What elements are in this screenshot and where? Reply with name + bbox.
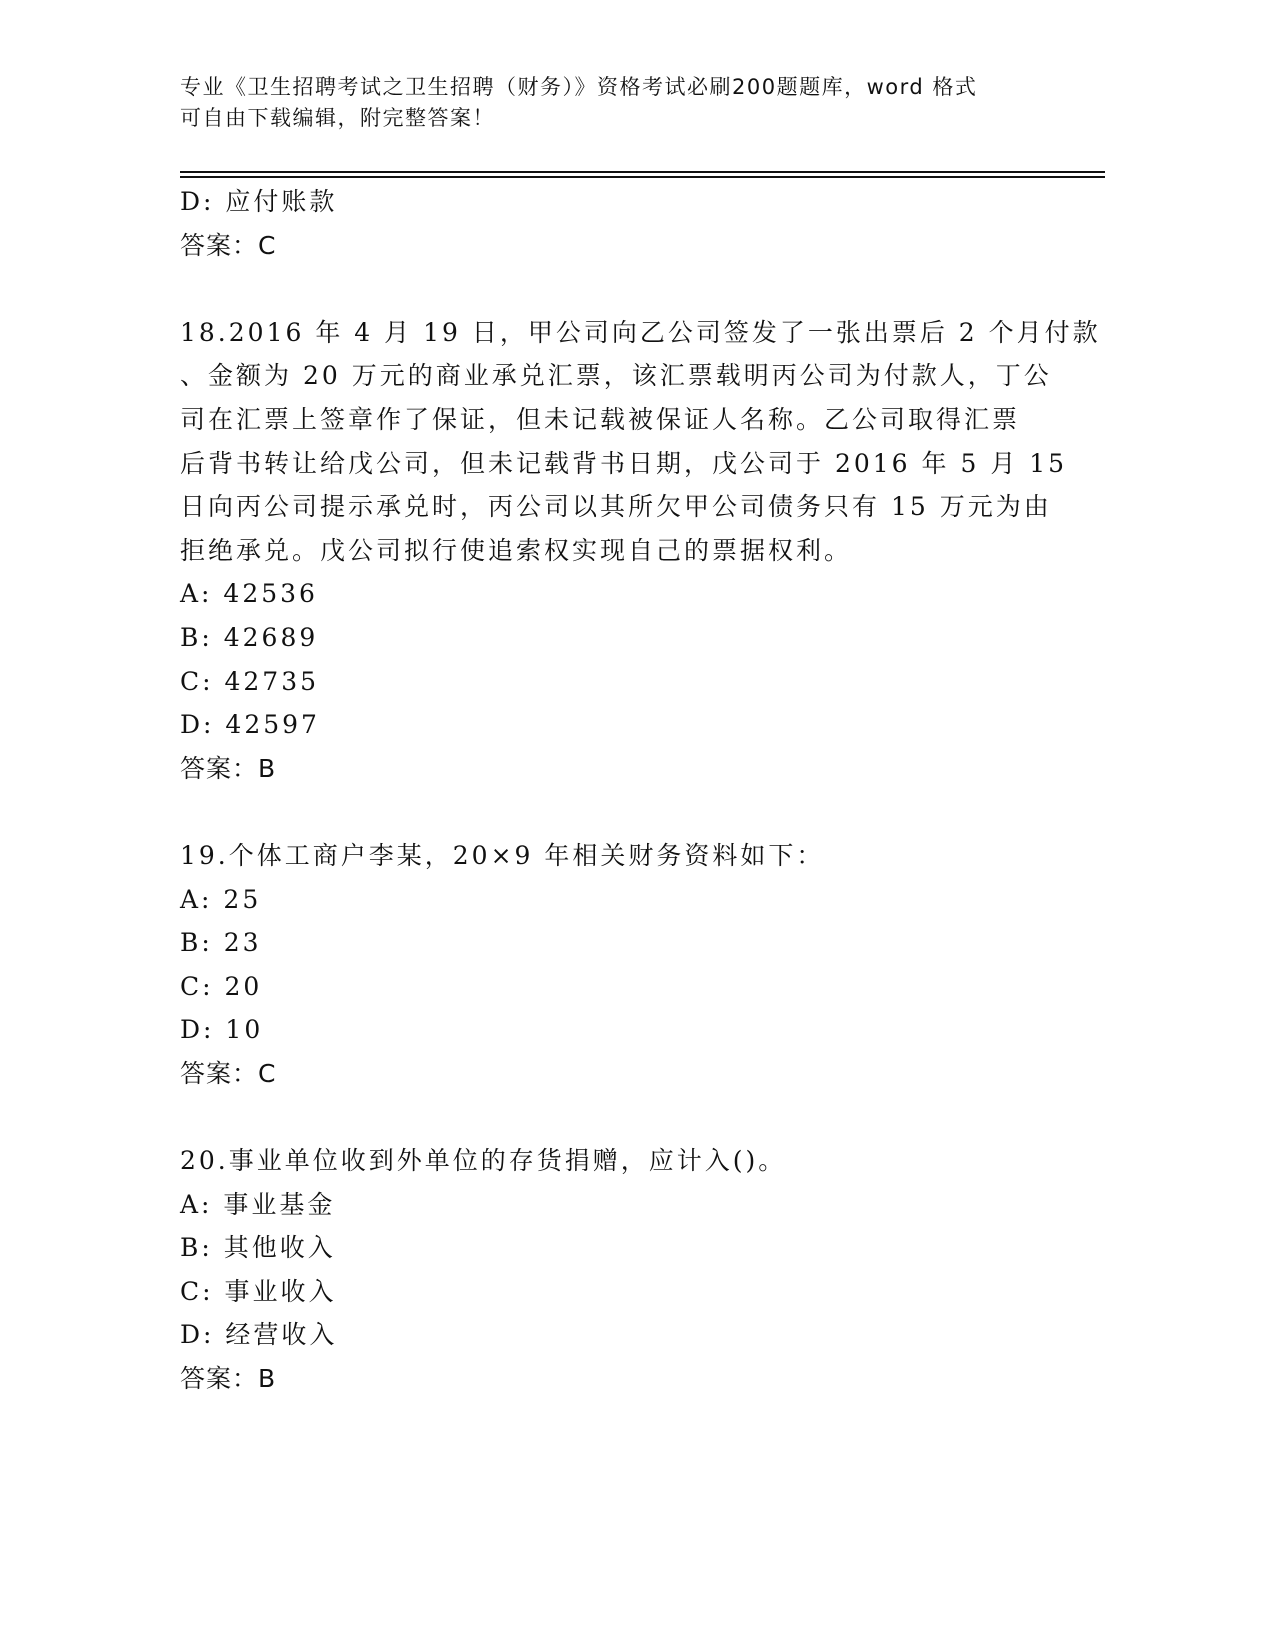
- question-text: 、金额为 20 万元的商业承兑汇票，该汇票载明丙公司为付款人，丁公: [180, 361, 1052, 391]
- question-text: 18.2016 年 4 月 19 日，甲公司向乙公司签发了一张出票后 2 个月付款: [180, 317, 1101, 347]
- question-19: [180, 834, 1101, 1096]
- option-a: A: 25: [180, 884, 262, 914]
- option-b: B: 23: [180, 928, 262, 958]
- question-text: 司在汇票上签章作了保证，但未记载被保证人名称。乙公司取得汇票: [180, 404, 1021, 434]
- question-text: 20.事业单位收到外单位的存货捐赠，应计入()。: [180, 1146, 787, 1176]
- option-d: D: 10: [180, 1015, 264, 1045]
- option-a: A: 42536: [180, 579, 318, 609]
- question-text: 日向丙公司提示承兑时，丙公司以其所欠甲公司债务只有 15 万元为由: [180, 492, 1052, 522]
- document-header: [180, 72, 977, 134]
- document-body: [180, 180, 1101, 1401]
- question-text: 19.个体工商户李某，20×9 年相关财务资料如下：: [180, 840, 825, 870]
- answer: 答案：C: [180, 230, 277, 260]
- header-line: 专业《卫生招聘考试之卫生招聘（财务）》资格考试必刷200题题库，word 格式: [180, 75, 978, 99]
- question-text: 拒绝承兑。戊公司拟行使追索权实现自己的票据权利。: [180, 535, 853, 565]
- option-c: C: 事业收入: [180, 1276, 337, 1306]
- question-20: [180, 1139, 1101, 1401]
- answer: 答案：B: [180, 753, 277, 783]
- option-d: D: 应付账款: [180, 187, 338, 216]
- question-text: 后背书转让给戊公司，但未记载背书日期，戊公司于 2016 年 5 月 15: [180, 448, 1068, 478]
- header-divider: [180, 171, 1105, 173]
- option-c: C: 42735: [180, 666, 320, 696]
- option-d: D: 42597: [180, 710, 320, 740]
- option-a: A: 事业基金: [180, 1189, 336, 1219]
- option-b: B: 42689: [180, 622, 319, 652]
- option-c: C: 20: [180, 971, 263, 1001]
- header-divider: [180, 176, 1105, 178]
- question-18: [180, 311, 1101, 791]
- answer: 答案：B: [180, 1364, 277, 1394]
- option-b: B: 其他收入: [180, 1233, 336, 1263]
- answer: 答案：C: [180, 1058, 277, 1088]
- header-line: 可自由下载编辑，附完整答案！: [180, 106, 495, 130]
- option-d: D: 经营收入: [180, 1320, 338, 1350]
